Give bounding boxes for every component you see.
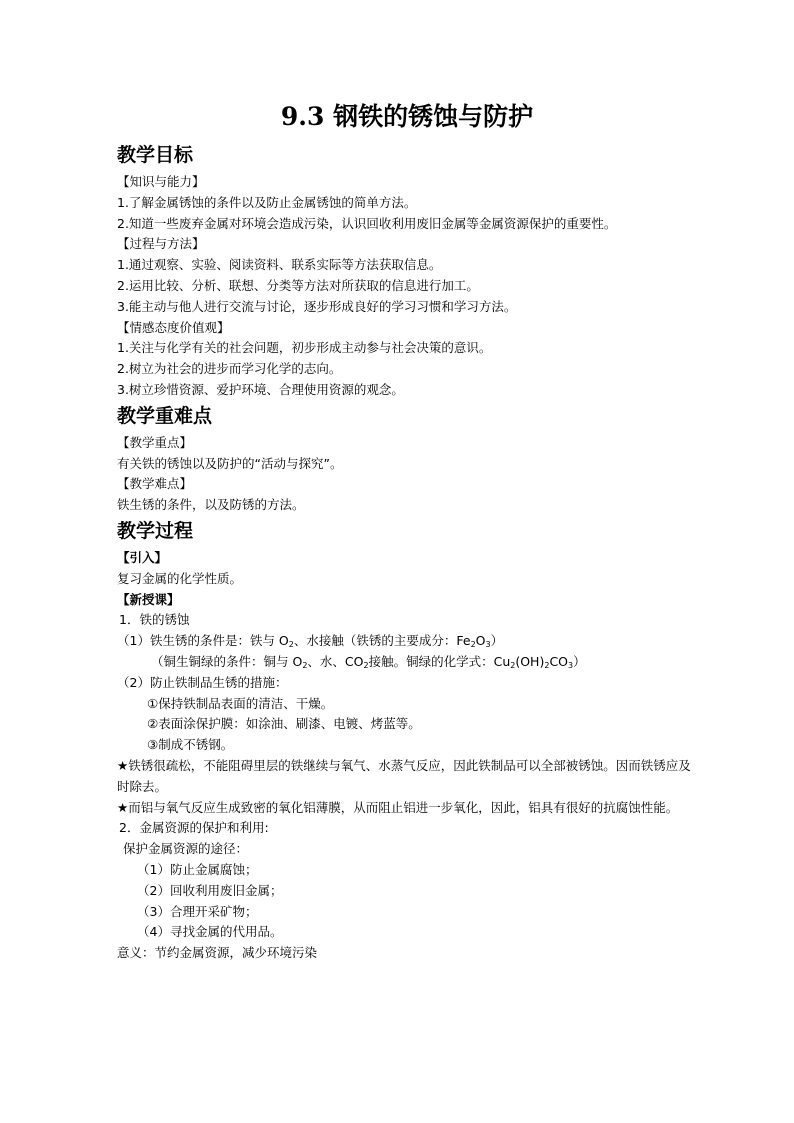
process-item-1: 1.通过观察、实验、阅读资料、联系实际等方法获取信息。 xyxy=(117,257,442,273)
intro-text: 复习金属的化学性质。 xyxy=(117,570,243,586)
prevention-title: （2）防止铁制品生锈的措施： xyxy=(117,674,288,690)
rust-condition: （1）铁生锈的条件是：铁与 $O_2$、水接触（铁锈的主要成分：$Fe_2O_3$） xyxy=(117,633,504,650)
label-intro: 【引入】 xyxy=(117,549,168,565)
meaning-text: 意义：节约金属资源，减少环境污染 xyxy=(117,945,318,961)
measure-3: ③制成不锈钢。 xyxy=(147,737,234,753)
label-focus: 【教学重点】 xyxy=(117,434,193,450)
difficulty-text: 铁生锈的条件，以及防锈的方法。 xyxy=(117,497,305,513)
note-iron-rust: ★铁锈很疏松，不能阻碍里层的铁继续与氧气、水蒸气反应，因此铁制品可以全部被锈蚀。因而铁锈应及时除去。 xyxy=(117,757,691,794)
heading-key-points: 教学重难点 xyxy=(117,404,213,427)
label-knowledge: 【知识与能力】 xyxy=(117,174,205,189)
process-item-2: 2.运用比较、分析、联想、分类等方法对所获取的信息进行加工。 xyxy=(117,277,479,293)
label-attitude: 【情感态度价值观】 xyxy=(117,319,230,335)
protection-ways-label: 保护金属资源的途径： xyxy=(123,841,249,857)
way-4: （4）寻找金属的代用品。 xyxy=(137,924,283,940)
way-2: （2）回收利用废旧金属； xyxy=(137,882,283,898)
attitude-item-2: 2.树立为社会的进步而学习化学的志向。 xyxy=(117,361,342,377)
section-2-title: 2．金属资源的保护和利用: xyxy=(119,820,269,836)
attitude-item-3: 3.树立珍惜资源、爱护环境、合理使用资源的观念。 xyxy=(117,381,404,397)
heading-teaching-process: 教学过程 xyxy=(117,519,194,542)
heading-teaching-goals: 教学目标 xyxy=(117,144,194,166)
knowledge-item-2: 2.知道一些废弃金属对环境会造成污染，认识回收利用废旧金属等金属资源保护的重要性。 xyxy=(117,215,617,231)
way-3: （3）合理开采矿物； xyxy=(137,903,258,919)
label-new-lesson: 【新授课】 xyxy=(117,591,180,607)
label-difficulty: 【教学难点】 xyxy=(117,476,193,492)
document-title: 9.3 钢铁的锈蚀与防护 xyxy=(280,102,534,131)
knowledge-item-1: 1.了解金属锈蚀的条件以及防止金属锈蚀的简单方法。 xyxy=(117,194,417,210)
process-item-3: 3.能主动与他人进行交流与讨论，逐步形成良好的学习习惯和学习方法。 xyxy=(117,298,517,314)
copper-condition: （铜生铜绿的条件：铜与 $O_2$、水、$CO_2$接触。铜绿的化学式：$Cu_2(OH)_2CO_3$） xyxy=(151,653,586,670)
measure-1: ①保持铁制品表面的清洁、干燥。 xyxy=(147,695,334,711)
focus-text: 有关铁的锈蚀以及防护的“活动与探究”。 xyxy=(117,455,343,471)
label-process-method: 【过程与方法】 xyxy=(117,236,205,252)
document-page xyxy=(117,100,697,964)
way-1: （1）防止金属腐蚀； xyxy=(137,861,258,877)
note-aluminum: ★而铝与氧气反应生成致密的氧化铝薄膜，从而阻止铝进一步氧化，因此，铝具有很好的抗腐蚀性能。 xyxy=(117,799,679,815)
attitude-item-1: 1.关注与化学有关的社会问题，初步形成主动参与社会决策的意识。 xyxy=(117,340,492,356)
section-1-title: 1．铁的锈蚀 xyxy=(119,612,190,628)
measure-2: ②表面涂保护膜：如涂油、刷漆、电镀、烤蓝等。 xyxy=(147,716,421,732)
